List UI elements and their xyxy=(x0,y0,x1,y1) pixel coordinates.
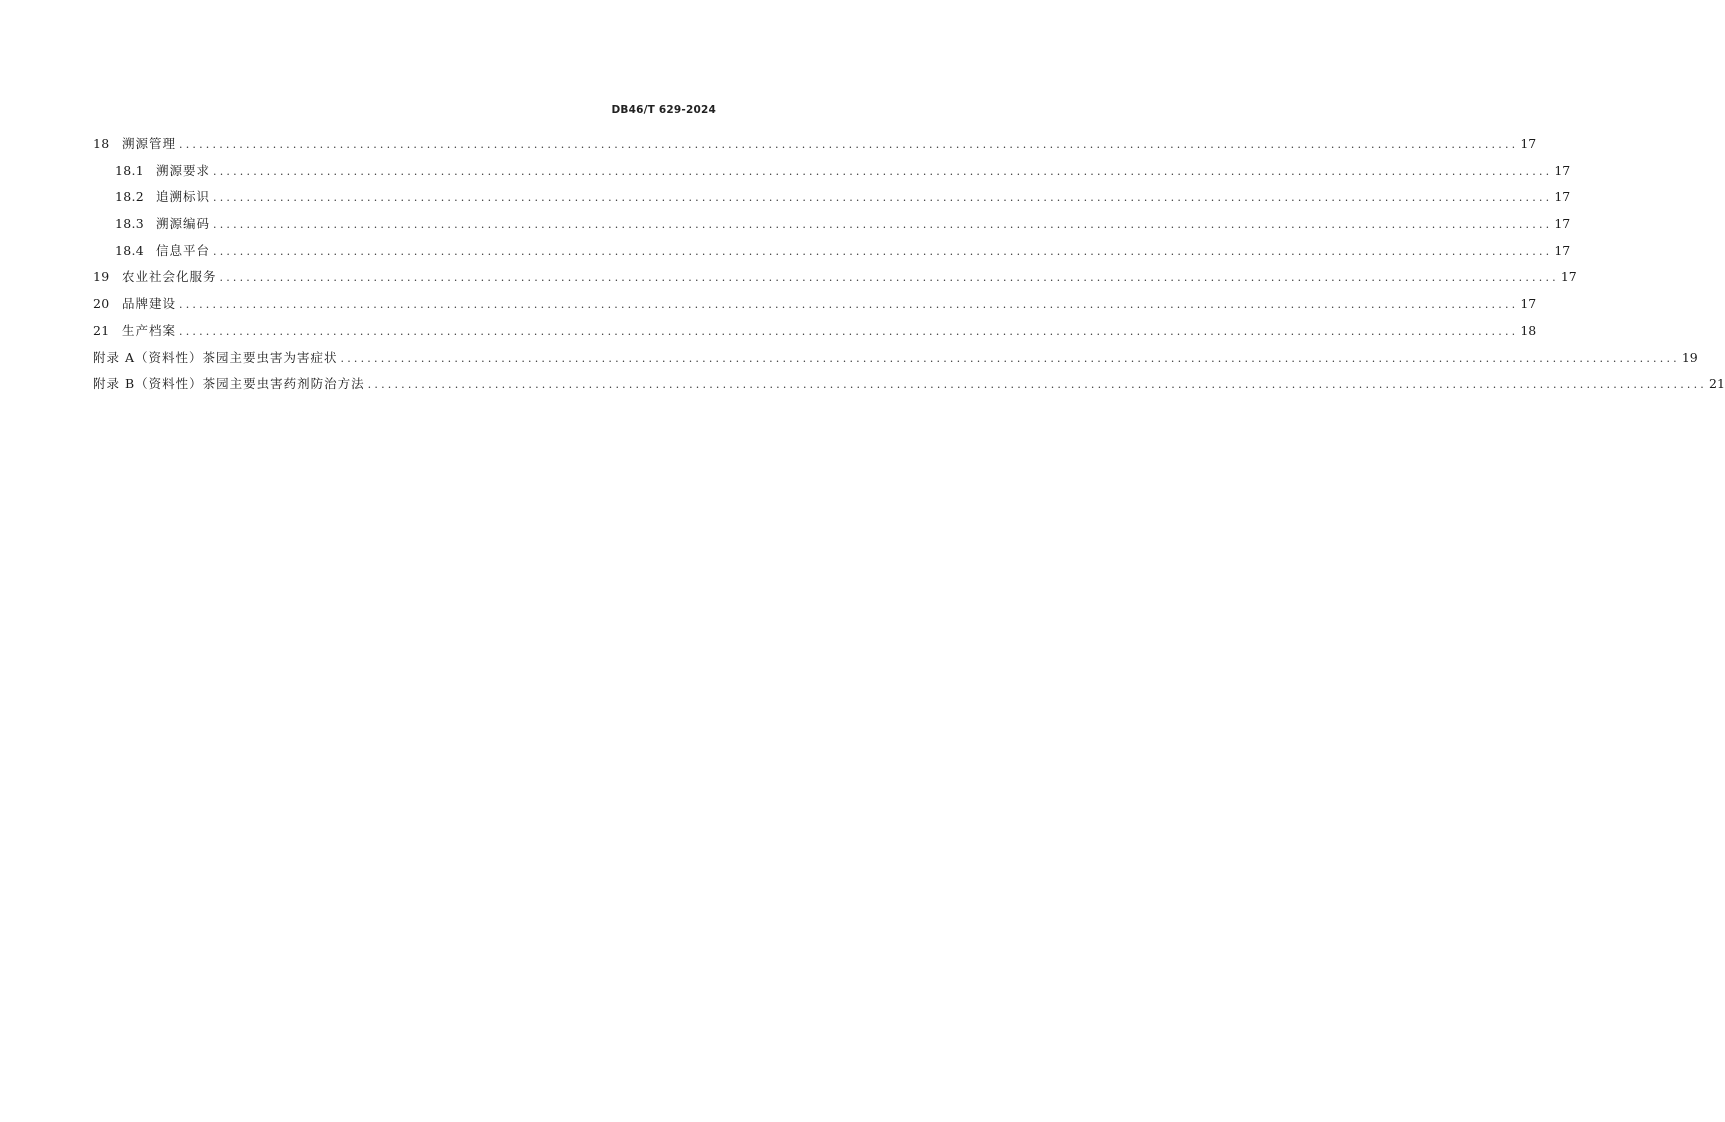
toc-leader-dots: ........................................................................................................................................................................................................ xyxy=(213,164,1553,178)
toc-entry-number: 18.2 xyxy=(115,189,145,205)
toc-entry-number: 18 xyxy=(93,136,110,151)
table-of-contents xyxy=(93,135,1725,402)
toc-entry[interactable] xyxy=(93,188,1571,215)
toc-leader-dots: ........................................................................................................................................................................................................ xyxy=(340,351,1680,365)
toc-entry[interactable] xyxy=(93,215,1571,242)
toc-entry-number: 18.1 xyxy=(115,162,145,178)
toc-entry-title: 信息平台 xyxy=(156,242,211,258)
toc-entry-title: 溯源编码 xyxy=(156,216,211,232)
toc-entry-page: 17 xyxy=(1554,242,1571,258)
toc-entry-page: 17 xyxy=(1554,189,1571,205)
toc-entry-page: 17 xyxy=(1560,269,1577,285)
toc-leader-dots: ........................................................................................................................................................................................................ xyxy=(367,378,1707,392)
toc-entry-page: 17 xyxy=(1520,296,1537,312)
toc-entry-page: 18 xyxy=(1520,322,1537,338)
document-id-header: DB46/T 629-2024 xyxy=(611,104,716,116)
toc-entry-title: 品牌建设 xyxy=(122,296,177,312)
toc-leader-dots: ........................................................................................................................................................................................................ xyxy=(179,298,1519,312)
toc-entry-title: 附录 B（资料性）茶园主要虫害药剂防治方法 xyxy=(93,376,365,392)
toc-entry[interactable] xyxy=(93,135,1537,162)
toc-entry-number: 19 xyxy=(93,269,110,285)
toc-entry-title: 生产档案 xyxy=(122,322,177,338)
toc-entry[interactable] xyxy=(93,268,1577,295)
toc-entry-title: 附录 A（资料性）茶园主要虫害为害症状 xyxy=(93,349,338,365)
toc-entry-page: 17 xyxy=(1520,136,1537,151)
toc-entry-title: 农业社会化服务 xyxy=(122,269,217,285)
toc-entry-page: 19 xyxy=(1681,349,1698,365)
toc-leader-dots: ........................................................................................................................................................................................................ xyxy=(213,244,1553,258)
toc-entry[interactable] xyxy=(93,242,1571,269)
toc-leader-dots: ........................................................................................................................................................................................................ xyxy=(213,191,1553,205)
toc-entry-appendix[interactable] xyxy=(93,349,1698,376)
toc-leader-dots: ........................................................................................................................................................................................................ xyxy=(219,271,1559,285)
toc-entry-page: 21 xyxy=(1709,376,1725,392)
toc-entry[interactable] xyxy=(93,295,1537,322)
toc-entry-number: 18.4 xyxy=(115,242,145,258)
toc-entry-appendix[interactable] xyxy=(93,375,1725,402)
toc-entry-number: 20 xyxy=(93,296,110,312)
toc-leader-dots: ........................................................................................................................................................................................................ xyxy=(179,138,1519,151)
toc-leader-dots: ........................................................................................................................................................................................................ xyxy=(213,218,1553,232)
toc-entry[interactable] xyxy=(93,162,1571,189)
toc-entry-page: 17 xyxy=(1554,162,1571,178)
toc-entry-page: 17 xyxy=(1554,216,1571,232)
toc-entry-title: 追溯标识 xyxy=(156,189,211,205)
toc-entry-title: 溯源管理 xyxy=(122,136,177,151)
toc-leader-dots: ........................................................................................................................................................................................................ xyxy=(179,324,1519,338)
toc-entry[interactable] xyxy=(93,322,1537,349)
toc-entry-number: 21 xyxy=(93,322,110,338)
toc-entry-title: 溯源要求 xyxy=(156,162,211,178)
toc-entry-number: 18.3 xyxy=(115,216,145,232)
